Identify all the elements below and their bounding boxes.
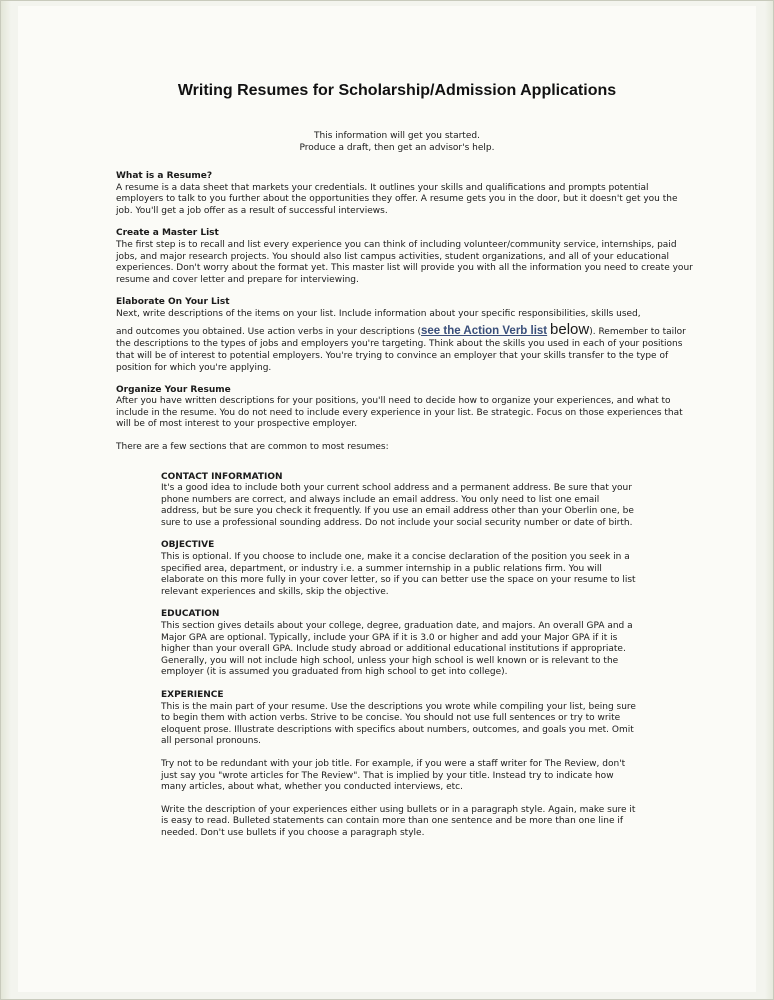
intro-line: Produce a draft, then get an advisor's help. (299, 142, 495, 153)
document-body (116, 171, 696, 851)
subsection-text: Write the description of your experiences either using bullets or in a paragraph style. Again, make sure it is easy to read. Bulleted statements can contain more than one sentence and be more than one line if needed. Don't use bullets if you choose a paragraph style. (161, 804, 636, 838)
section-resume (116, 171, 696, 217)
section-master-list (116, 228, 696, 286)
subsection-education (161, 609, 637, 679)
subsection-contact (161, 472, 637, 530)
intro-block (0, 131, 774, 154)
subsection-text: This section gives details about your college, degree, graduation date, and majors. An overall GPA and a Major GPA are optional. Typically, include your GPA if it is 3.0 or higher and add your Major GPA if it is higher than your overall GPA. Include study abroad or additional educational institutions if appropriate. Generally, you will not include high school, unless your high school is well known or is relevant to the employer (it is assumed you graduated from high school to get into college). (161, 621, 633, 678)
subsection-heading: OBJECTIVE (161, 540, 215, 551)
intro-line: This information will get you started. (314, 131, 480, 141)
subsection-heading: EXPERIENCE (161, 690, 224, 700)
section-heading: What is a Resume? (116, 171, 213, 181)
section-text: A resume is a data sheet that markets your credentials. It outlines your skills and qualifications and prompts potential employers to talk to you further about the opportunities they offer. A resume gets you in the door, but it doesn't get you the job. You'll get a job offer as a result of successful interviews. (116, 182, 678, 216)
subsection-objective (161, 540, 637, 598)
section-heading: Create a Master List (116, 228, 219, 239)
section-heading: Organize Your Resume (116, 384, 231, 395)
section-text: After you have written descriptions for your positions, you'll need to decide how to organize your experiences, and what to include in the resume. You do not need to include every experience in your list. Be strategic. Focus on those experiences that will be of most interest to your prospective employer. (116, 396, 683, 430)
subsection-text: This is the main part of your resume. Use the descriptions you wrote while compiling your list, being sure to begin them with action verbs. Strive to be concise. You should not use full sentences or try to write eloquent prose. Illustrate descriptions with specifics about numbers, outcomes, and goals you met. Omit all personal pronouns. (161, 701, 636, 747)
subsection-heading: EDUCATION (161, 609, 220, 620)
section-text (116, 320, 696, 374)
section-heading: Elaborate On Your List (116, 297, 230, 308)
section-text: The first step is to recall and list every experience you can think of including volunteer/community service, internships, paid jobs, and major research projects. You should also list campus activities, student organizations, and all of your educational experiences. Don't worry about the format yet. This master list will provide you with all the information you need to create your resume and cover letter and prepare for interviewing. (116, 239, 693, 285)
section-organize (116, 385, 696, 431)
section-text-part: Next, write descriptions of the items on your list. Include information about your specific responsibilities, skills used, (116, 308, 641, 319)
action-verb-link[interactable]: see the Action Verb list (421, 324, 548, 337)
document-title: Writing Resumes for Scholarship/Admission Applications (177, 82, 617, 99)
section-text (116, 309, 696, 321)
subsection-text: It's a good idea to include both your current school address and a permanent address. Be sure that your phone numbers are correct, and always include an email address. You only need to list one email address, but be sure you check it frequently. If you use an email address other than your Oberlin one, be sure to use a professional sounding address. Do not include your social security number or date of birth. (161, 483, 634, 528)
section-text-part: and outcomes you obtained. Use action verbs in your descriptions ( (116, 326, 422, 337)
subsection-experience (161, 690, 637, 840)
subsection-heading: CONTACT INFORMATION (161, 471, 283, 482)
section-text-part: ). Remember to tailor the descriptions to the types of jobs and employers you're targeting. Think about the skills you used in each of your positions that will be of interest to potential employers. You're trying to convince an employer that your skills transfer to the type of position for which you're applying. (116, 326, 686, 373)
resume-sections-list (161, 472, 637, 840)
subsection-text: Try not to be redundant with your job title. For example, if you were a staff writer for The Review, don't just say you "wrote articles for The Review". That is implied by your title. Instead try to indicate how many articles, about what, whether you conducted interviews, etc. (161, 758, 626, 793)
section-elaborate (116, 297, 696, 373)
below-text: below (550, 320, 590, 338)
common-sections-intro: There are a few sections that are common to most resumes: (116, 441, 389, 452)
subsection-text: This is optional. If you choose to include one, make it a concise declaration of the position you seek in a specified area, department, or industry i.e. a summer internship in a public relations firm. You will elaborate on this more fully in your cover letter, so if you can better use the space on your resume to list relevant experiences and skills, skip the objective. (161, 552, 636, 597)
